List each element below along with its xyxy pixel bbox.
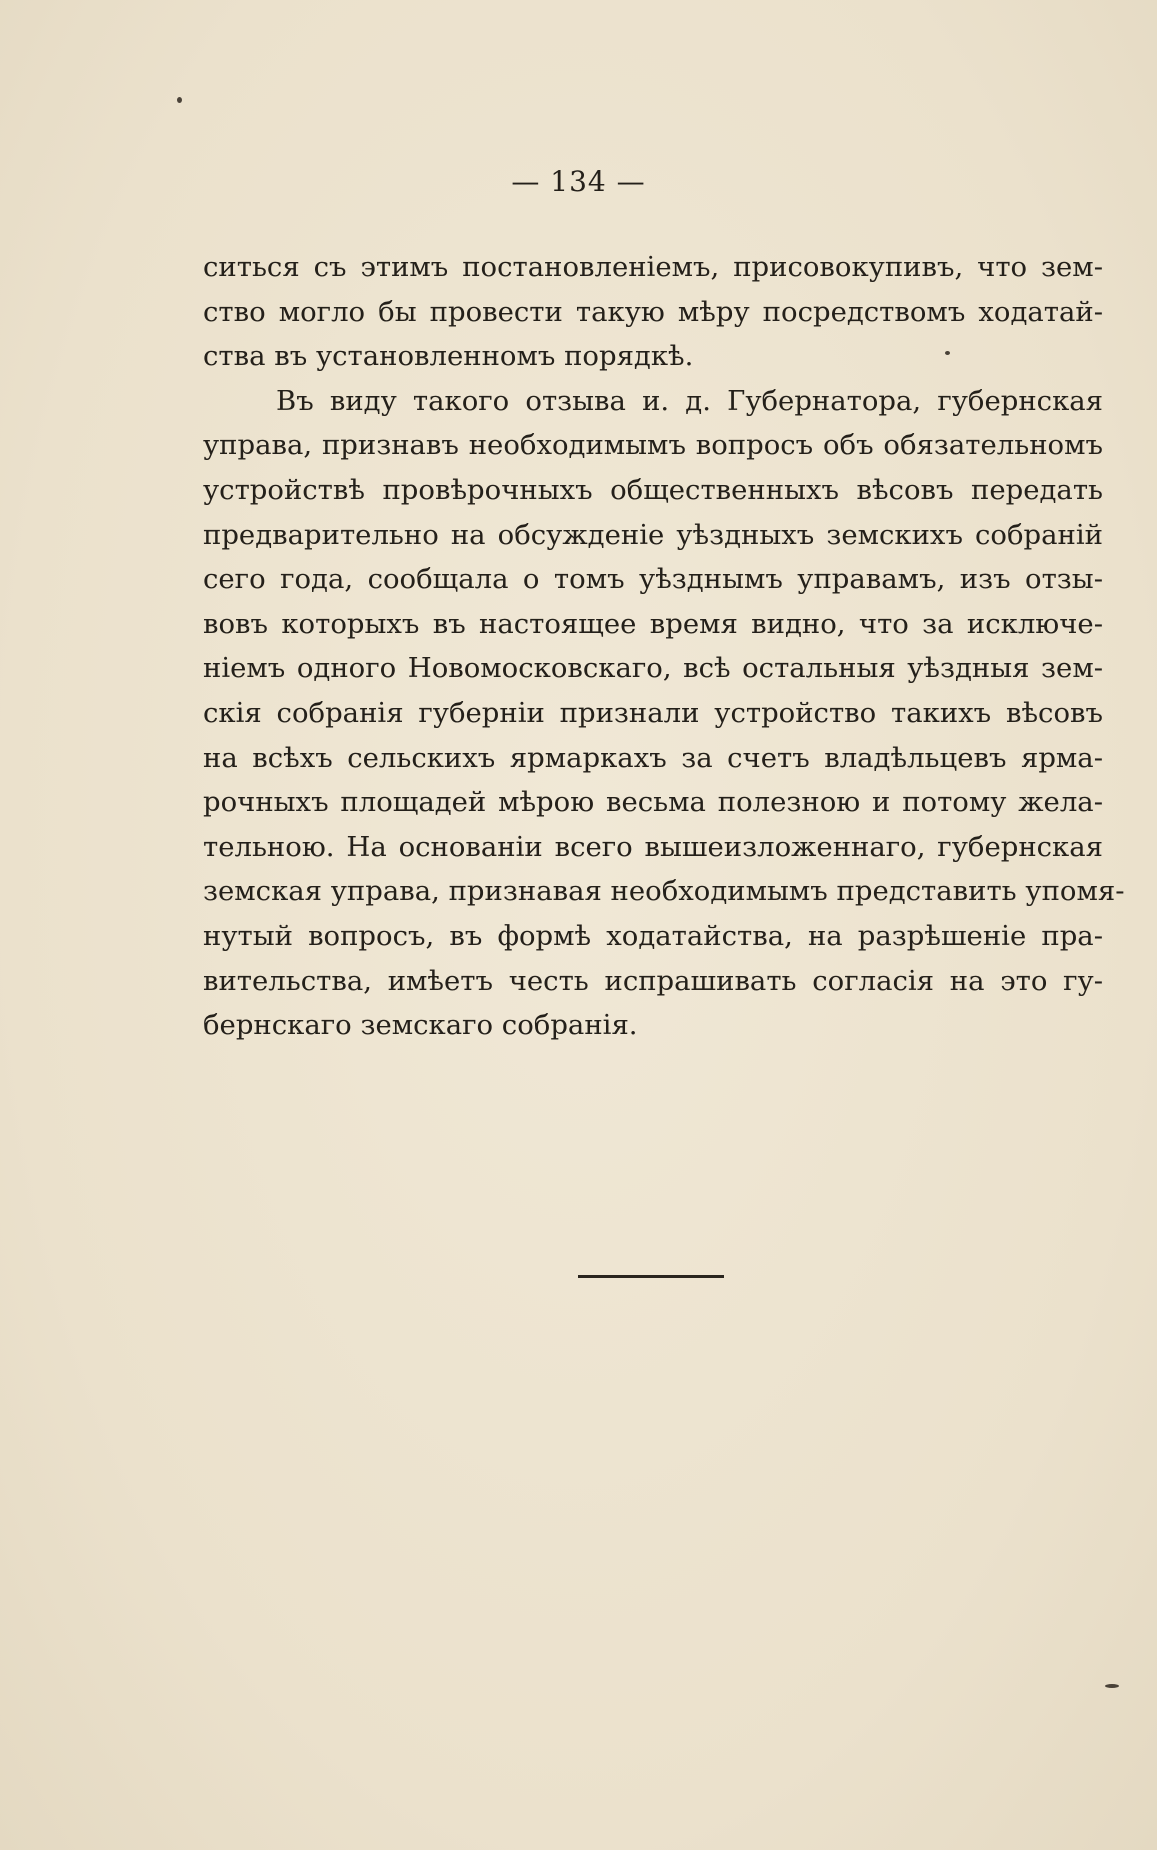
text-line: вительства, имѣетъ честь испрашивать согласія на это гу- [203,964,1103,997]
section-divider [578,1275,724,1278]
body-text [203,245,1125,1048]
text-line: предварительно на обсужденіе уѣздныхъ земскихъ собраній [203,518,1103,551]
text-line: вовъ которыхъ въ настоящее время видно, что за исключе- [203,607,1103,640]
text-line: устройствѣ провѣрочныхъ общественныхъ вѣсовъ передать [203,473,1103,506]
text-line: бернскаго земскаго собранія. [203,1009,638,1042]
text-line: ство могло бы провести такую мѣру посредствомъ ходатай- [203,295,1103,328]
paper-speck [1105,1684,1119,1688]
text-line: рочныхъ площадей мѣрою весьма полезною и потому жела- [203,786,1103,819]
text-line: ства въ установленномъ порядкѣ. [203,340,694,373]
text-line: управа, признавъ необходимымъ вопросъ объ обязательномъ [203,429,1103,462]
text-line: ніемъ одного Новомосковскаго, всѣ остальныя уѣздныя зем- [203,652,1103,685]
text-line: нутый вопросъ, въ формѣ ходатайства, на разрѣшеніе пра- [203,919,1103,952]
text-line: тельною. На основаніи всего вышеизложеннаго, губернская [203,830,1103,863]
text-line: сего года, сообщала о томъ уѣзднымъ управамъ, изъ отзы- [203,563,1103,596]
paper-speck [945,351,950,355]
text-line: скія собранія губерніи признали устройство такихъ вѣсовъ [203,696,1103,729]
paper-speck [177,97,182,103]
text-line: земская управа, признавая необходимымъ представить упомя- [203,875,1125,908]
page-number: — 134 — [511,165,646,198]
text-line: на всѣхъ сельскихъ ярмаркахъ за счетъ владѣльцевъ ярма- [203,741,1103,774]
paragraph-start-line: Въ виду такого отзыва и. д. Губернатора, губернская [276,384,1103,417]
text-line: ситься съ этимъ постановленіемъ, присовокупивъ, что зем- [203,251,1103,283]
